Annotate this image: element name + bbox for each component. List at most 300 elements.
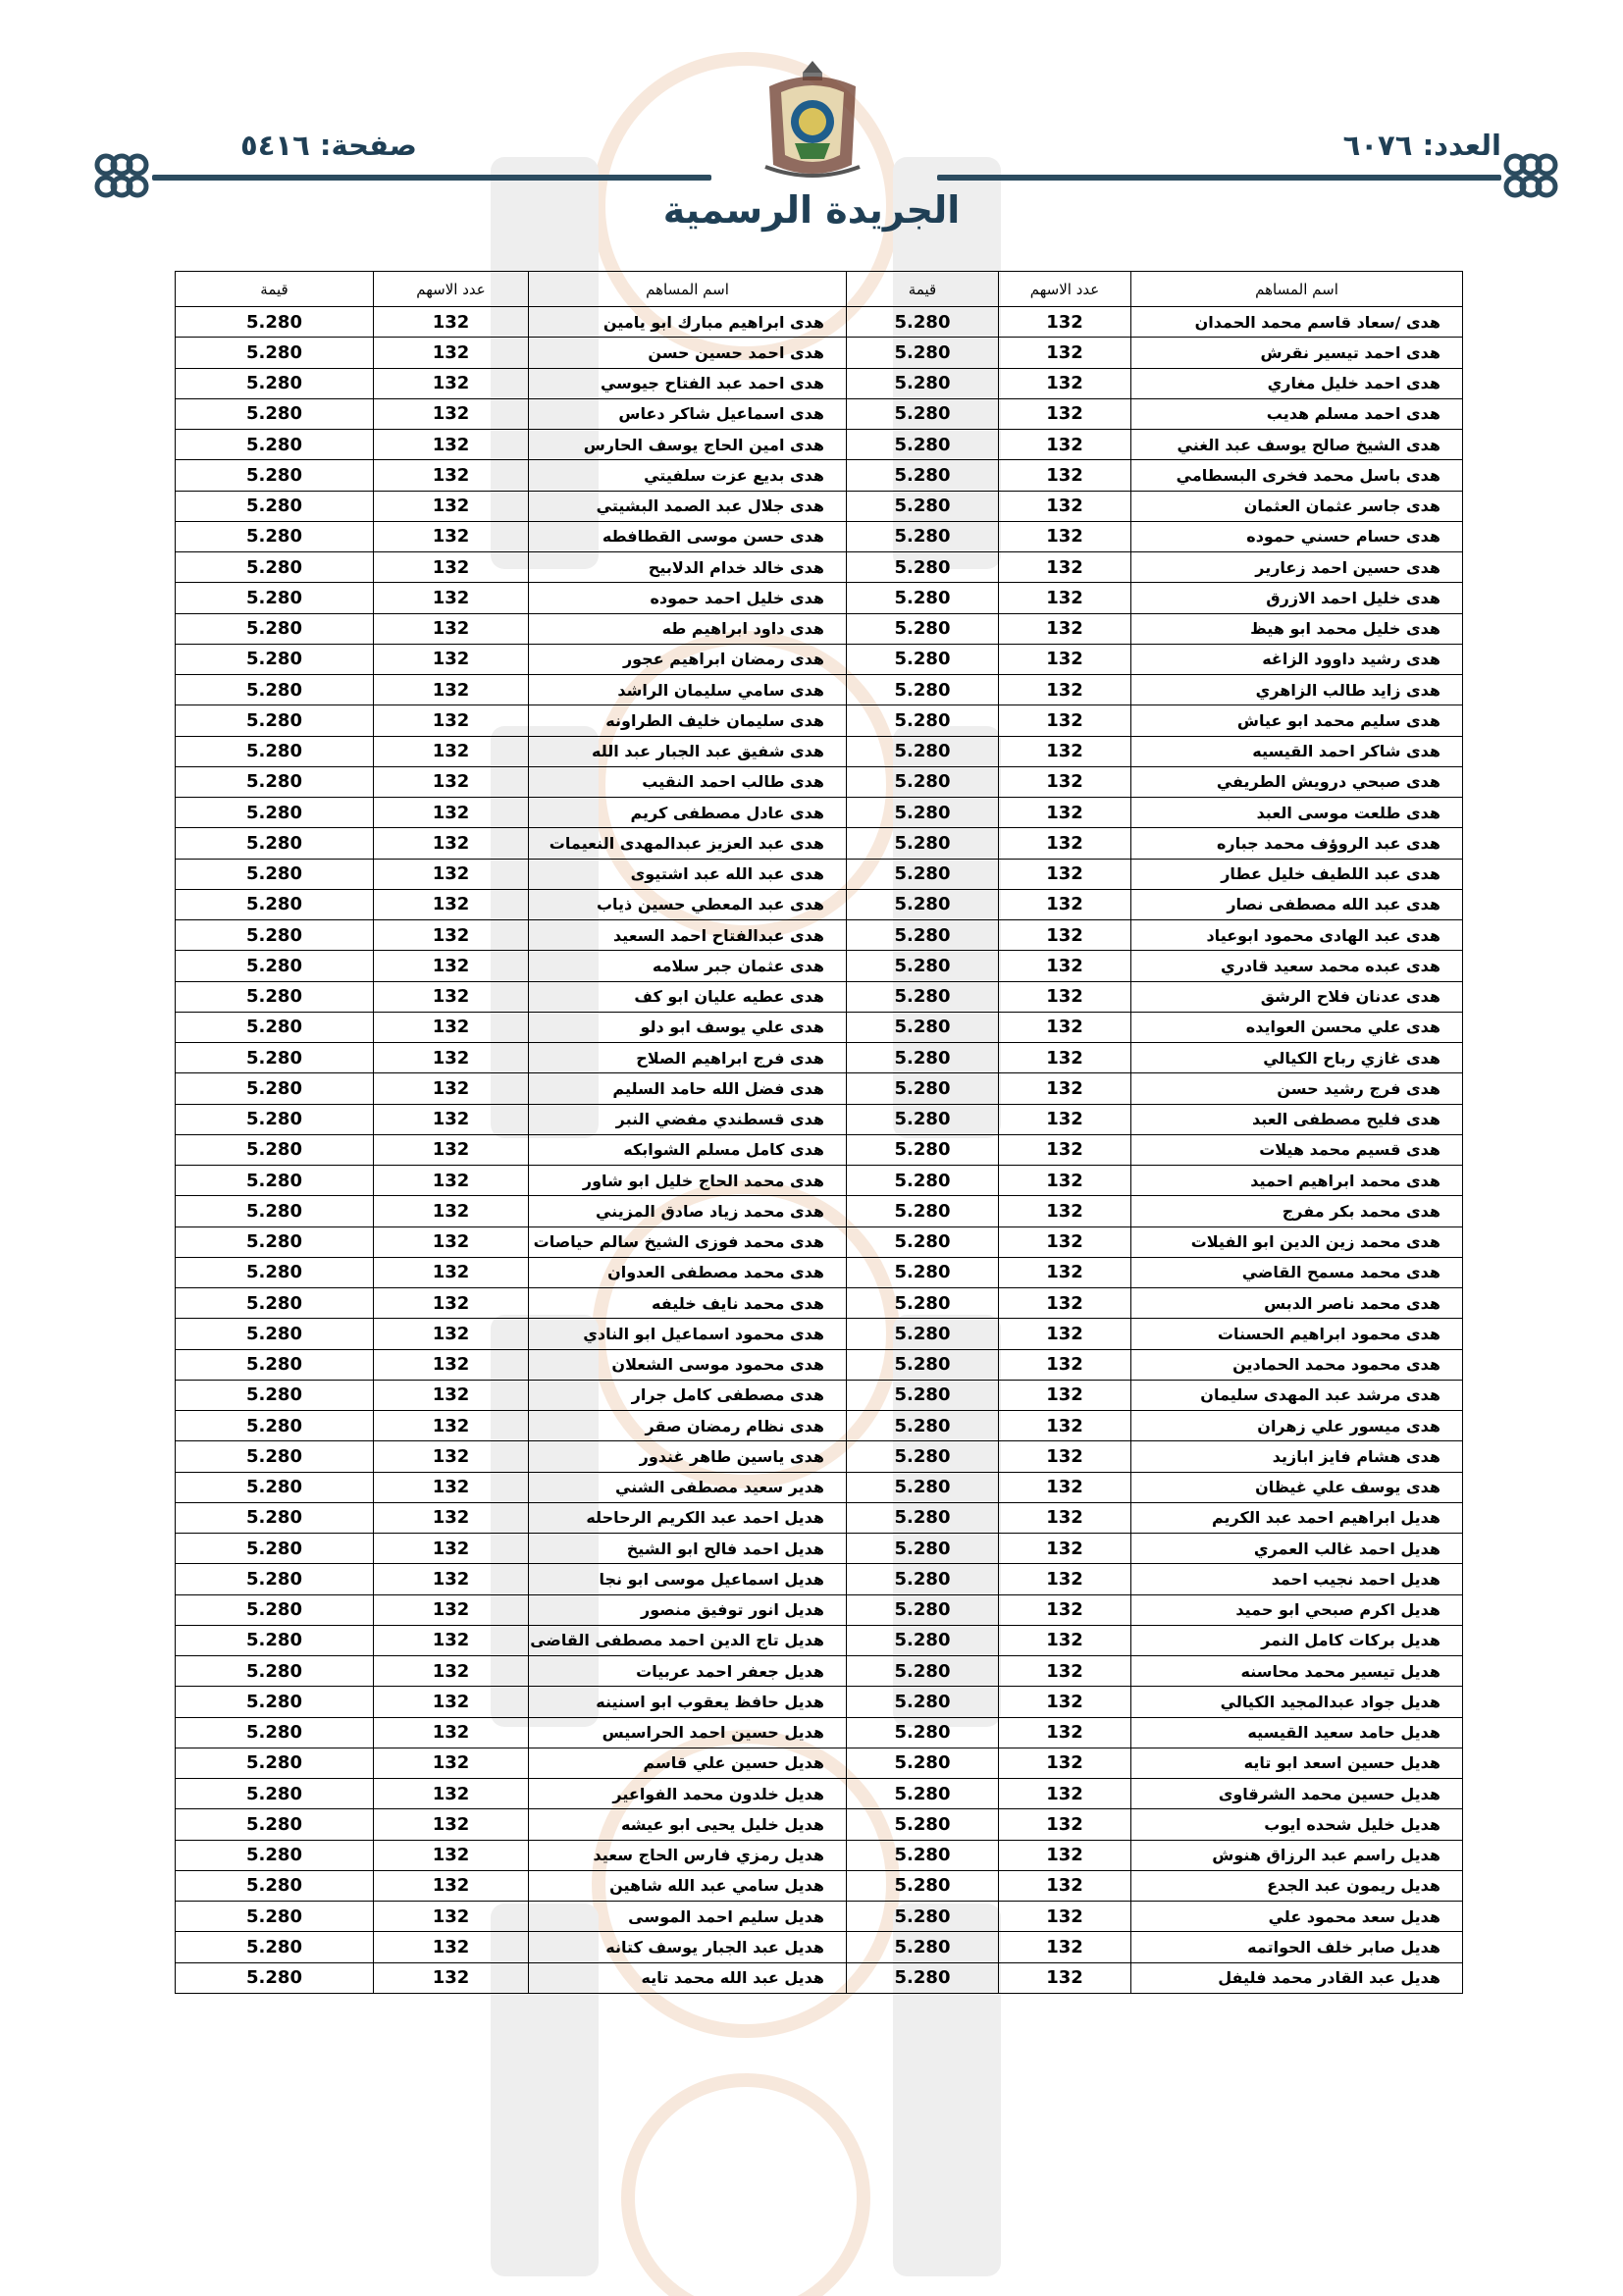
share-value: 5.280 (176, 1104, 374, 1134)
share-value: 5.280 (847, 1166, 999, 1196)
share-value: 5.280 (847, 1687, 999, 1717)
share-count: 132 (374, 951, 529, 981)
share-value: 5.280 (176, 644, 374, 674)
share-count: 132 (374, 398, 529, 429)
share-value: 5.280 (176, 889, 374, 919)
shareholder-name: هدى ميسور علي زهران (1131, 1411, 1463, 1441)
share-count: 132 (999, 736, 1131, 766)
table-row (176, 1226, 1463, 1257)
shareholder-name: هديل حافظ يعقوب ابو اسنينه (529, 1687, 847, 1717)
share-count: 132 (374, 859, 529, 889)
share-value: 5.280 (176, 1594, 374, 1625)
shareholder-name: هديل احمد غالب العمري (1131, 1534, 1463, 1564)
share-count: 132 (999, 1779, 1131, 1809)
share-value: 5.280 (176, 1534, 374, 1564)
table-row (176, 675, 1463, 705)
share-value: 5.280 (847, 1319, 999, 1349)
table-row (176, 736, 1463, 766)
share-value: 5.280 (176, 1319, 374, 1349)
share-count: 132 (374, 307, 529, 338)
gazette-title: الجريدة الرسمية (662, 188, 961, 232)
shareholder-name: هدى عبدالفتاح احمد السعيد (529, 920, 847, 951)
share-value: 5.280 (176, 613, 374, 644)
share-count: 132 (999, 920, 1131, 951)
shareholder-name: هدى محمد الحاج خليل ابو شاور (529, 1166, 847, 1196)
share-value: 5.280 (847, 583, 999, 613)
share-count: 132 (999, 1288, 1131, 1319)
share-count: 132 (999, 368, 1131, 398)
table-row (176, 1534, 1463, 1564)
share-value: 5.280 (176, 1870, 374, 1901)
shareholder-name: هدى محمود موسى الشعلان (529, 1349, 847, 1380)
share-count: 132 (374, 1962, 529, 1993)
share-value: 5.280 (847, 1962, 999, 1993)
share-count: 132 (374, 521, 529, 551)
share-value: 5.280 (847, 1043, 999, 1073)
share-value: 5.280 (176, 521, 374, 551)
shareholder-name: هدى غازي رباح الكيالي (1131, 1043, 1463, 1073)
shareholder-name: هدى كامل مسلم الشوابكه (529, 1134, 847, 1165)
share-value: 5.280 (176, 920, 374, 951)
share-count: 132 (374, 1349, 529, 1380)
shareholder-name: هدى عادل مصطفى كريم (529, 798, 847, 828)
share-value: 5.280 (176, 368, 374, 398)
share-value: 5.280 (847, 828, 999, 859)
share-count: 132 (999, 798, 1131, 828)
share-count: 132 (999, 1687, 1131, 1717)
share-value: 5.280 (176, 1809, 374, 1840)
header-rule-right (937, 175, 1501, 181)
shareholder-name: هدى علي يوسف ابو دلو (529, 1012, 847, 1042)
share-value: 5.280 (176, 460, 374, 491)
table-row (176, 1962, 1463, 1993)
shareholder-name: هديل عبد القادر محمد فليفل (1131, 1962, 1463, 1993)
share-value: 5.280 (176, 1012, 374, 1042)
shareholder-name: هديل تاج الدين احمد مصطفى القاضى (529, 1625, 847, 1655)
share-count: 132 (999, 1073, 1131, 1104)
table-row (176, 583, 1463, 613)
share-count: 132 (374, 1134, 529, 1165)
shareholder-name: هدى احمد تيسير نقرش (1131, 338, 1463, 368)
share-count: 132 (999, 1902, 1131, 1932)
share-value: 5.280 (176, 1257, 374, 1287)
share-value: 5.280 (176, 1226, 374, 1257)
share-count: 132 (374, 1534, 529, 1564)
share-count: 132 (999, 1594, 1131, 1625)
shareholder-name: هديل احمد عبد الكريم الرحاحله (529, 1502, 847, 1533)
share-value: 5.280 (847, 1932, 999, 1962)
table-row (176, 1196, 1463, 1226)
shareholder-name: هديل عبد الجبار يوسف كتانه (529, 1932, 847, 1962)
shareholder-name: هدى سليمان خليف الطراونه (529, 705, 847, 736)
share-count: 132 (999, 430, 1131, 460)
table-row (176, 491, 1463, 521)
shareholder-name: هدى رشيد داوود الزاغه (1131, 644, 1463, 674)
shareholder-name: هدى محمد مسمح القاضي (1131, 1257, 1463, 1287)
share-count: 132 (374, 828, 529, 859)
share-count: 132 (999, 398, 1131, 429)
shareholder-name: هدى مصطفى كامل جرار (529, 1380, 847, 1410)
share-count: 132 (999, 1166, 1131, 1196)
shareholder-name: هدى محمود ابراهيم الحسنات (1131, 1319, 1463, 1349)
share-value: 5.280 (847, 1104, 999, 1134)
table-row (176, 981, 1463, 1012)
table-row (176, 1564, 1463, 1594)
share-count: 132 (374, 491, 529, 521)
table-row (176, 1932, 1463, 1962)
share-count: 132 (999, 1534, 1131, 1564)
shareholder-name: هديل حسين اسعد ابو تايه (1131, 1748, 1463, 1778)
table-row (176, 644, 1463, 674)
share-count: 132 (374, 1717, 529, 1748)
share-count: 132 (999, 1564, 1131, 1594)
share-value: 5.280 (847, 1257, 999, 1287)
shareholder-name: هدى شاكر احمد القيسيه (1131, 736, 1463, 766)
table-row (176, 1288, 1463, 1319)
share-value: 5.280 (176, 1472, 374, 1502)
share-value: 5.280 (847, 1779, 999, 1809)
share-value: 5.280 (176, 1656, 374, 1687)
shareholder-name: هدى شفيق عبد الجبار عبد الله (529, 736, 847, 766)
share-count: 132 (999, 1043, 1131, 1073)
shareholder-name: هدى ياسين طاهر غندور (529, 1441, 847, 1472)
share-count: 132 (374, 1411, 529, 1441)
share-count: 132 (374, 1840, 529, 1870)
table-row (176, 1319, 1463, 1349)
shareholders-table (175, 271, 1463, 1994)
share-value: 5.280 (847, 613, 999, 644)
shareholder-name: هديل خليل شحده ايوب (1131, 1809, 1463, 1840)
share-value: 5.280 (847, 460, 999, 491)
table-row (176, 1134, 1463, 1165)
shareholder-name: هدى عبد الهادى محمود ابوعياد (1131, 920, 1463, 951)
share-value: 5.280 (176, 798, 374, 828)
share-count: 132 (999, 675, 1131, 705)
share-count: 132 (374, 1779, 529, 1809)
share-count: 132 (374, 1380, 529, 1410)
share-count: 132 (374, 1687, 529, 1717)
share-count: 132 (999, 491, 1131, 521)
shareholder-name: هدى داود ابراهيم طه (529, 613, 847, 644)
share-value: 5.280 (847, 1380, 999, 1410)
shareholder-name: هديل بركات كامل النمر (1131, 1625, 1463, 1655)
shareholder-name: هدى محمد فوزى الشيخ سالم حياصات (529, 1226, 847, 1257)
share-count: 132 (999, 1656, 1131, 1687)
share-value: 5.280 (176, 1134, 374, 1165)
table-row (176, 1687, 1463, 1717)
shareholder-name: هديل حسين احمد الحراسيس (529, 1717, 847, 1748)
share-value: 5.280 (176, 338, 374, 368)
share-value: 5.280 (847, 1809, 999, 1840)
share-value: 5.280 (847, 1349, 999, 1380)
shareholder-name: هدى عبد الله عبد اشتيوى (529, 859, 847, 889)
shareholder-name: هدى عبد المعطي حسين ذياب (529, 889, 847, 919)
share-count: 132 (374, 1748, 529, 1778)
table-row (176, 705, 1463, 736)
shareholder-name: هدى امين الحاج يوسف الحارس (529, 430, 847, 460)
share-count: 132 (374, 1502, 529, 1533)
share-value: 5.280 (847, 1840, 999, 1870)
table-row (176, 1380, 1463, 1410)
share-count: 132 (374, 920, 529, 951)
share-value: 5.280 (847, 521, 999, 551)
shareholder-name: هدى فرج ابراهيم الصلاح (529, 1043, 847, 1073)
share-count: 132 (374, 1043, 529, 1073)
shareholder-name: هدى فضل الله حامد السليم (529, 1073, 847, 1104)
table-row (176, 613, 1463, 644)
share-value: 5.280 (176, 430, 374, 460)
share-value: 5.280 (847, 1534, 999, 1564)
shareholder-name: هدى محمد بكر مفرج (1131, 1196, 1463, 1226)
table-row (176, 521, 1463, 551)
share-value: 5.280 (847, 1073, 999, 1104)
table-row (176, 1656, 1463, 1687)
shareholder-name: هدى /سعاد قاسم محمد الحمدان (1131, 307, 1463, 338)
shareholder-name: هدى محمد زياد صادق المزيني (529, 1196, 847, 1226)
share-count: 132 (999, 307, 1131, 338)
share-value: 5.280 (176, 1779, 374, 1809)
table-row (176, 430, 1463, 460)
shareholder-name: هدى احمد حسين حسن (529, 338, 847, 368)
shareholder-name: هدى سامي سليمان الراشد (529, 675, 847, 705)
share-count: 132 (999, 828, 1131, 859)
share-value: 5.280 (176, 705, 374, 736)
share-count: 132 (999, 1840, 1131, 1870)
share-count: 132 (374, 766, 529, 797)
share-value: 5.280 (847, 1502, 999, 1533)
column-header-name: اسم المساهم (1131, 272, 1463, 307)
share-value: 5.280 (847, 552, 999, 583)
share-count: 132 (374, 675, 529, 705)
table-row (176, 1411, 1463, 1441)
shareholder-name: هدى زايد طالب الزاهري (1131, 675, 1463, 705)
shareholder-name: هدى باسل محمد فخرى البسطامي (1131, 460, 1463, 491)
share-value: 5.280 (847, 981, 999, 1012)
shareholder-name: هديل ابراهيم احمد عبد الكريم (1131, 1502, 1463, 1533)
header-rule-left (152, 175, 711, 181)
share-count: 132 (374, 460, 529, 491)
share-value: 5.280 (176, 766, 374, 797)
share-count: 132 (999, 705, 1131, 736)
table-row (176, 1104, 1463, 1134)
share-count: 132 (374, 1564, 529, 1594)
share-value: 5.280 (176, 1166, 374, 1196)
share-value: 5.280 (847, 951, 999, 981)
share-value: 5.280 (176, 1962, 374, 1993)
shareholder-name: هدى خليل احمد الازرق (1131, 583, 1463, 613)
share-value: 5.280 (176, 1073, 374, 1104)
share-count: 132 (374, 1656, 529, 1687)
share-value: 5.280 (847, 1717, 999, 1748)
share-count: 132 (999, 1012, 1131, 1042)
share-count: 132 (374, 1073, 529, 1104)
share-count: 132 (999, 552, 1131, 583)
shareholder-name: هدى هشام فايز ابازيد (1131, 1441, 1463, 1472)
share-value: 5.280 (847, 1472, 999, 1502)
jordan-coat-of-arms-icon (756, 57, 869, 184)
table-row (176, 1594, 1463, 1625)
share-count: 132 (999, 521, 1131, 551)
shareholder-name: هديل حامد سعيد القيسيه (1131, 1717, 1463, 1748)
table-row (176, 889, 1463, 919)
share-count: 132 (999, 613, 1131, 644)
table-header-row (176, 272, 1463, 307)
share-count: 132 (999, 1932, 1131, 1962)
share-count: 132 (999, 1380, 1131, 1410)
column-header-value: قيمة (176, 272, 374, 307)
shareholder-name: هدى عبد الروؤف محمد جباره (1131, 828, 1463, 859)
table-row (176, 338, 1463, 368)
share-value: 5.280 (847, 1226, 999, 1257)
share-value: 5.280 (176, 675, 374, 705)
shareholder-name: هدى فرج رشيد حسن (1131, 1073, 1463, 1104)
share-count: 132 (374, 1932, 529, 1962)
column-header-shares: عدد الاسهم (999, 272, 1131, 307)
shareholders-table-container (175, 271, 1462, 1994)
share-value: 5.280 (847, 430, 999, 460)
share-count: 132 (999, 951, 1131, 981)
share-count: 132 (374, 889, 529, 919)
share-value: 5.280 (176, 1380, 374, 1410)
shareholder-name: هدى خليل محمد ابو هيظ (1131, 613, 1463, 644)
table-row (176, 859, 1463, 889)
share-count: 132 (999, 1196, 1131, 1226)
share-count: 132 (999, 583, 1131, 613)
share-value: 5.280 (176, 981, 374, 1012)
share-count: 132 (999, 1257, 1131, 1287)
share-count: 132 (374, 338, 529, 368)
share-value: 5.280 (176, 1349, 374, 1380)
table-row (176, 1441, 1463, 1472)
shareholder-name: هديل حسين محمد الشرقاوى (1131, 1779, 1463, 1809)
shareholder-name: هديل اسماعيل موسى ابو نجا (529, 1564, 847, 1594)
shareholder-name: هدى محمد نايف خليفه (529, 1288, 847, 1319)
shareholder-name: هديل صابر خلف الحواتمه (1131, 1932, 1463, 1962)
share-count: 132 (374, 583, 529, 613)
share-count: 132 (374, 644, 529, 674)
share-count: 132 (374, 1288, 529, 1319)
shareholder-name: هدى سليم محمد ابو عياش (1131, 705, 1463, 736)
share-count: 132 (999, 1349, 1131, 1380)
share-count: 132 (374, 1012, 529, 1042)
share-value: 5.280 (176, 828, 374, 859)
share-value: 5.280 (176, 1502, 374, 1533)
share-count: 132 (374, 798, 529, 828)
table-row (176, 398, 1463, 429)
shareholder-name: هدى جاسر عثمان العثمان (1131, 491, 1463, 521)
shareholder-name: هدى حسام حسني حموده (1131, 521, 1463, 551)
table-row (176, 1257, 1463, 1287)
share-count: 132 (374, 1594, 529, 1625)
share-count: 132 (999, 1472, 1131, 1502)
shareholder-name: هدى جلال عبد الصمد البشيتي (529, 491, 847, 521)
share-value: 5.280 (847, 736, 999, 766)
table-row (176, 1625, 1463, 1655)
table-row (176, 1349, 1463, 1380)
share-value: 5.280 (847, 368, 999, 398)
shareholder-name: هدى صبحي درويش الطريفي (1131, 766, 1463, 797)
shareholder-name: هديل تيسير محمد محاسنه (1131, 1656, 1463, 1687)
share-count: 132 (999, 460, 1131, 491)
share-count: 132 (999, 1134, 1131, 1165)
shareholder-name: هدى حسين احمد زعارير (1131, 552, 1463, 583)
shareholder-name: هدى احمد عبد الفتاح جيوسي (529, 368, 847, 398)
share-value: 5.280 (847, 644, 999, 674)
share-count: 132 (374, 1902, 529, 1932)
table-row (176, 307, 1463, 338)
column-header-value: قيمة (847, 272, 999, 307)
table-row (176, 798, 1463, 828)
table-row (176, 1073, 1463, 1104)
share-count: 132 (374, 705, 529, 736)
share-value: 5.280 (176, 859, 374, 889)
shareholder-name: هديل سامي عبد الله شاهين (529, 1870, 847, 1901)
share-value: 5.280 (847, 338, 999, 368)
shareholder-name: هدى عبد العزيز عبدالمهدى النعيمات (529, 828, 847, 859)
shareholder-name: هدى عثمان جبر سلامه (529, 951, 847, 981)
share-value: 5.280 (176, 1043, 374, 1073)
share-value: 5.280 (847, 766, 999, 797)
share-value: 5.280 (847, 798, 999, 828)
shareholder-name: هدى عبده محمد سعيد قادري (1131, 951, 1463, 981)
share-value: 5.280 (176, 1564, 374, 1594)
table-row (176, 1779, 1463, 1809)
share-count: 132 (374, 368, 529, 398)
shareholder-name: هديل احمد نجيب احمد (1131, 1564, 1463, 1594)
share-value: 5.280 (847, 920, 999, 951)
shareholder-name: هديل عبد الله محمد تايه (529, 1962, 847, 1993)
shareholder-name: هدى عدنان فلاح الرشق (1131, 981, 1463, 1012)
share-value: 5.280 (176, 583, 374, 613)
shareholder-name: هدى محمد ناصر الدبس (1131, 1288, 1463, 1319)
share-count: 132 (999, 981, 1131, 1012)
share-value: 5.280 (176, 307, 374, 338)
share-value: 5.280 (847, 1196, 999, 1226)
share-value: 5.280 (176, 1840, 374, 1870)
shareholder-name: هدى فليح مصطفى العبد (1131, 1104, 1463, 1134)
share-count: 132 (999, 1104, 1131, 1134)
share-value: 5.280 (176, 1411, 374, 1441)
shareholder-name: هديل اكرم صبحي ابو حميد (1131, 1594, 1463, 1625)
share-value: 5.280 (176, 552, 374, 583)
share-count: 132 (374, 1226, 529, 1257)
shareholder-name: هديل خليل يحيى ابو عيشه (529, 1809, 847, 1840)
shareholder-name: هدى احمد خليل مغاري (1131, 368, 1463, 398)
share-value: 5.280 (176, 1902, 374, 1932)
share-count: 132 (999, 1625, 1131, 1655)
share-count: 132 (999, 1226, 1131, 1257)
share-value: 5.280 (176, 1748, 374, 1778)
shareholder-name: هدى احمد مسلم هديب (1131, 398, 1463, 429)
shareholder-name: هدى يوسف علي غيظان (1131, 1472, 1463, 1502)
share-count: 132 (374, 552, 529, 583)
shareholder-name: هدى بديع عزت سلفيتي (529, 460, 847, 491)
share-count: 132 (374, 1625, 529, 1655)
table-row (176, 552, 1463, 583)
share-count: 132 (999, 644, 1131, 674)
share-count: 132 (999, 338, 1131, 368)
share-value: 5.280 (847, 491, 999, 521)
share-value: 5.280 (847, 889, 999, 919)
share-value: 5.280 (176, 1441, 374, 1472)
shareholder-name: هديل ريمون عبد الجدع (1131, 1870, 1463, 1901)
share-count: 132 (999, 1962, 1131, 1993)
table-row (176, 460, 1463, 491)
share-value: 5.280 (847, 1594, 999, 1625)
share-count: 132 (999, 889, 1131, 919)
shareholder-name: هدى محمد زين الدين ابو الفيلات (1131, 1226, 1463, 1257)
share-value: 5.280 (176, 398, 374, 429)
